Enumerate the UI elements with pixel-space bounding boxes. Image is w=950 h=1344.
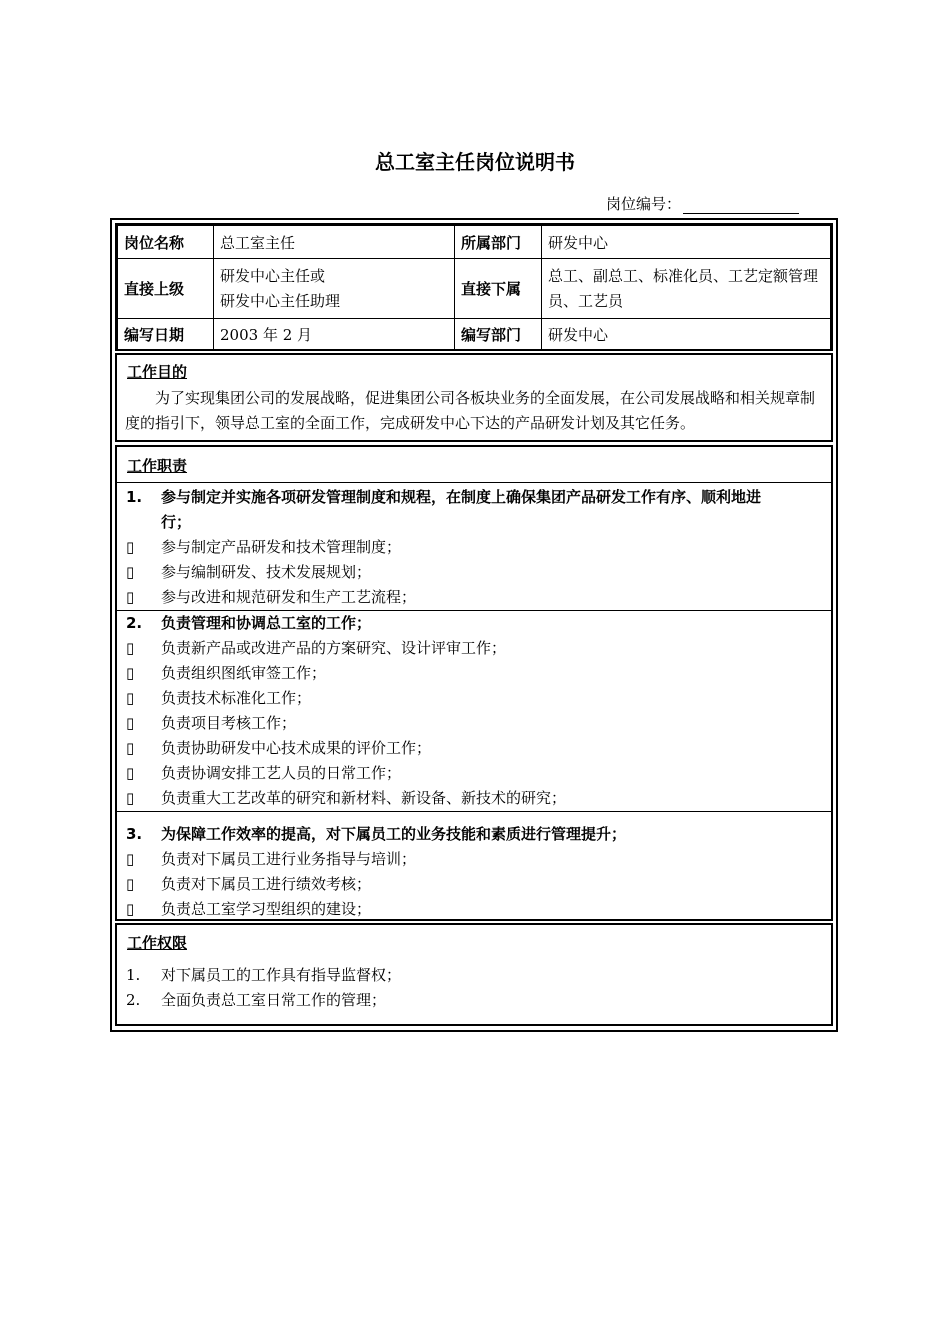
superior-line-2: 研发中心主任助理 xyxy=(220,291,341,310)
job-code-blank xyxy=(683,199,799,214)
list-item: ▯ 负责项目考核工作； xyxy=(117,711,831,736)
duty-group-1-heading xyxy=(117,485,831,510)
list-item: ▯ 负责总工室学习型组织的建设； xyxy=(117,897,831,922)
date-label: 编写日期 xyxy=(118,319,214,350)
bullet-icon: ▯ xyxy=(126,563,135,581)
writer-dept-value: 研发中心 xyxy=(542,319,831,350)
document-frame xyxy=(110,218,838,1032)
duty-group-2-num: 2. xyxy=(126,614,143,632)
job-code-label: 岗位编号： xyxy=(606,195,682,213)
department-value: 研发中心 xyxy=(542,226,831,259)
authority-title: 工作权限 xyxy=(127,934,188,952)
subordinate-value xyxy=(542,259,831,319)
purpose-text: 为了实现集团公司的发展战略，促进集团公司各板块业务的全面发展，在公司发展战略和相关规章制度的指引下，领导总工室的全面工作，完成研发中心下达的产品研发计划及其它任务。 xyxy=(125,389,816,432)
duty-group-2-heading: 2. 负责管理和协调总工室的工作； xyxy=(117,611,831,636)
superior-value xyxy=(214,259,455,319)
list-item: ▯ 负责新产品或改进产品的方案研究、设计评审工作； xyxy=(117,636,831,661)
info-table xyxy=(117,225,831,350)
bullet-icon: ▯ xyxy=(126,714,135,732)
subordinate-line-2: 员、工艺员 xyxy=(548,291,624,310)
duty-group-3-num: 3. xyxy=(126,825,143,843)
list-item: ▯ 负责对下属员工进行绩效考核； xyxy=(117,872,831,897)
list-item: ▯ 负责组织图纸审签工作； xyxy=(117,661,831,686)
bullet-icon: ▯ xyxy=(126,639,135,657)
bullet-icon: ▯ xyxy=(126,588,135,606)
duty-group-1-line-1: 参与制定并实施各项研发管理制度和规程，在制度上确保集团产品研发工作有序、顺利地进 xyxy=(161,488,762,506)
subordinate-line-1: 总工、副总工、标准化员、工艺定额管理 xyxy=(548,266,819,285)
department-label: 所属部门 xyxy=(455,226,542,259)
list-item: ▯ 负责技术标准化工作； xyxy=(117,686,831,711)
authority-section xyxy=(115,923,833,1026)
page-title: 总工室主任岗位说明书 xyxy=(375,150,575,174)
bullet-icon: ▯ xyxy=(126,850,135,868)
duty-group-3-heading: 3. 为保障工作效率的提高，对下属员工的业务技能和素质进行管理提升； xyxy=(117,822,831,847)
bullet-icon: ▯ xyxy=(126,664,135,682)
position-name-value: 总工室主任 xyxy=(214,226,455,259)
duty-group-1-num: 1. xyxy=(126,488,143,506)
duty-group-divider xyxy=(117,811,831,812)
purpose-title: 工作目的 xyxy=(127,363,188,381)
bullet-icon: ▯ xyxy=(126,764,135,782)
list-item: ▯ 参与编制研发、技术发展规划； xyxy=(117,560,831,585)
duty-group-1-heading-cont xyxy=(117,510,831,535)
list-item: ▯ 负责协调安排工艺人员的日常工作； xyxy=(117,761,831,786)
list-item: ▯ 负责协助研发中心技术成果的评价工作； xyxy=(117,736,831,761)
list-item: 1. 对下属员工的工作具有指导监督权； xyxy=(126,966,402,984)
duties-section xyxy=(115,445,833,921)
list-item: 2. 全面负责总工室日常工作的管理； xyxy=(126,991,387,1009)
bullet-icon: ▯ xyxy=(126,538,135,556)
superior-label: 直接上级 xyxy=(118,259,214,319)
bullet-icon: ▯ xyxy=(126,789,135,807)
date-value: 2003 年 2 月 xyxy=(214,319,455,350)
job-code-field xyxy=(606,193,799,214)
bullet-icon: ▯ xyxy=(126,689,135,707)
list-item: ▯ 负责重大工艺改革的研究和新材料、新设备、新技术的研究； xyxy=(117,786,831,811)
list-item: ▯ 负责对下属员工进行业务指导与培训； xyxy=(117,847,831,872)
info-table-box xyxy=(115,223,833,351)
position-name-label: 岗位名称 xyxy=(118,226,214,259)
duties-title: 工作职责 xyxy=(127,457,188,475)
duty-group-1-line-2: 行； xyxy=(161,513,192,531)
list-item: ▯ 参与改进和规范研发和生产工艺流程； xyxy=(117,585,831,610)
duties-title-divider xyxy=(117,482,831,483)
bullet-icon: ▯ xyxy=(126,875,135,893)
bullet-icon: ▯ xyxy=(126,900,135,918)
subordinate-label: 直接下属 xyxy=(455,259,542,319)
writer-dept-label: 编写部门 xyxy=(455,319,542,350)
superior-line-1: 研发中心主任或 xyxy=(220,266,326,285)
list-item: ▯ 参与制定产品研发和技术管理制度； xyxy=(117,535,831,560)
purpose-section xyxy=(115,353,833,442)
bullet-icon: ▯ xyxy=(126,739,135,757)
